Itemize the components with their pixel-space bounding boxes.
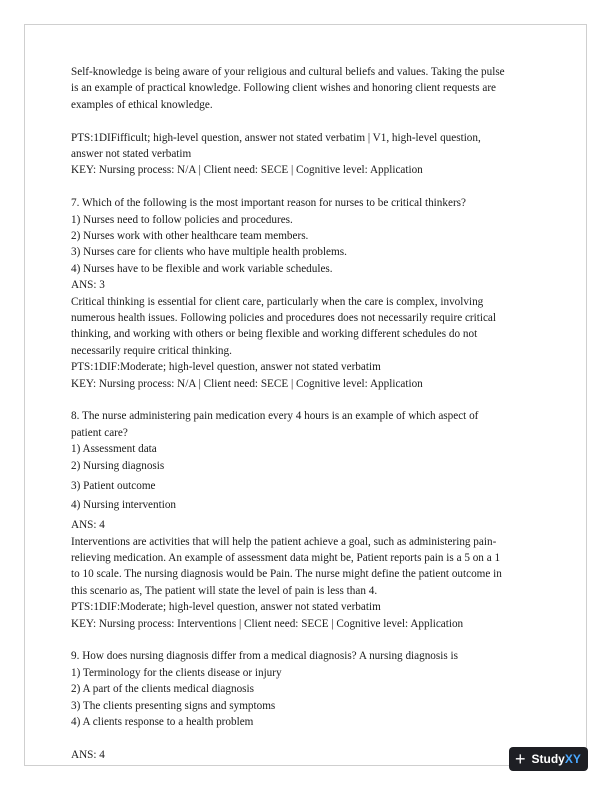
badge-text-xy: XY: [564, 752, 581, 766]
rationale-line: Critical thinking is essential for client care, particularly when the care is complex, involving: [71, 295, 484, 308]
key-line: KEY: Nursing process: N/A | Client need: SECE | Cognitive level: Application: [71, 164, 423, 177]
answer: ANS: 4: [71, 748, 105, 761]
option: 2) A part of the clients medical diagnosis: [71, 683, 254, 696]
text-line: Self-knowledge is being aware of your religious and cultural beliefs and values. Taking the pulse: [71, 66, 505, 78]
pts-line: PTS:1DIF:Moderate; high-level question, answer not stated verbatim: [71, 601, 381, 614]
spacer: [71, 179, 546, 195]
option: 2) Nursing diagnosis: [71, 459, 165, 472]
option: 1) Nurses need to follow policies and procedures.: [71, 213, 293, 226]
text-line: examples of ethical knowledge.: [71, 98, 213, 111]
rationale-line: thinking, and working with others or being flexible and working different schedules do not: [71, 328, 478, 341]
option: 1) Terminology for the clients disease or injury: [71, 666, 282, 679]
question-text: 7. Which of the following is the most important reason for nurses to be critical thinkers?: [71, 197, 466, 210]
option: 1) Assessment data: [71, 443, 157, 456]
rationale-line: necessarily require critical thinking.: [71, 344, 232, 357]
question-9: [71, 648, 546, 763]
document-content: [71, 64, 546, 763]
rationale-line: numerous health issues. Following policies and procedures does not necessarily require critical: [71, 312, 497, 325]
option: 3) The clients presenting signs and symptoms: [71, 699, 276, 712]
answer: ANS: 4: [71, 519, 105, 532]
plus-icon: +: [515, 749, 526, 769]
option: 3) Nurses care for clients who have multiple health problems.: [71, 246, 347, 259]
question-text: 8. The nurse administering pain medication every 4 hours is an example of which aspect of: [71, 410, 479, 423]
key-line: KEY: Nursing process: Interventions | Client need: SECE | Cognitive level: Application: [71, 617, 464, 630]
option: 4) Nursing intervention: [71, 499, 177, 512]
key-line: KEY: Nursing process: N/A | Client need: SECE | Cognitive level: Application: [71, 377, 423, 390]
rationale-line: Interventions are activities that will help the patient achieve a goal, such as administering pain-: [71, 535, 497, 548]
studyxy-badge[interactable]: [509, 747, 588, 771]
intro-rationale: [71, 64, 546, 113]
spacer: [71, 632, 546, 648]
option: 4) Nurses have to be flexible and work variable schedules.: [71, 262, 333, 275]
spacer: [71, 392, 546, 408]
question-8: [71, 408, 546, 631]
option: 4) A clients response to a health problem: [71, 715, 254, 728]
intro-metadata: [71, 130, 546, 179]
option: 3) Patient outcome: [71, 480, 156, 493]
question-text: patient care?: [71, 426, 128, 439]
option: 2) Nurses work with other healthcare team members.: [71, 230, 309, 243]
question-text: 9. How does nursing diagnosis differ from a medical diagnosis? A nursing diagnosis is: [71, 650, 458, 663]
rationale-line: to 10 scale. The nursing diagnosis would be Pain. The nurse might define the patient outcome in: [71, 568, 502, 581]
spacer: [71, 113, 546, 129]
rationale-line: relieving medication. An example of assessment data might be, Patient reports pain is a 5 on a 1: [71, 551, 501, 564]
text-line: is an example of practical knowledge. Following client wishes and honoring client requests are: [71, 82, 497, 95]
rationale-line: this scenario as, The patient will state the level of pain is less than 4.: [71, 584, 378, 597]
spacer: [71, 730, 546, 746]
pts-line: PTS:1DIF:Moderate; high-level question, answer not stated verbatim: [71, 361, 381, 374]
pts-line: PTS:1DIFifficult; high-level question, answer not stated verbatim | V1, high-level question,: [71, 131, 481, 144]
badge-text-study: Study: [531, 752, 565, 766]
pts-line: answer not stated verbatim: [71, 148, 192, 161]
answer: ANS: 3: [71, 279, 105, 292]
question-7: [71, 195, 546, 392]
